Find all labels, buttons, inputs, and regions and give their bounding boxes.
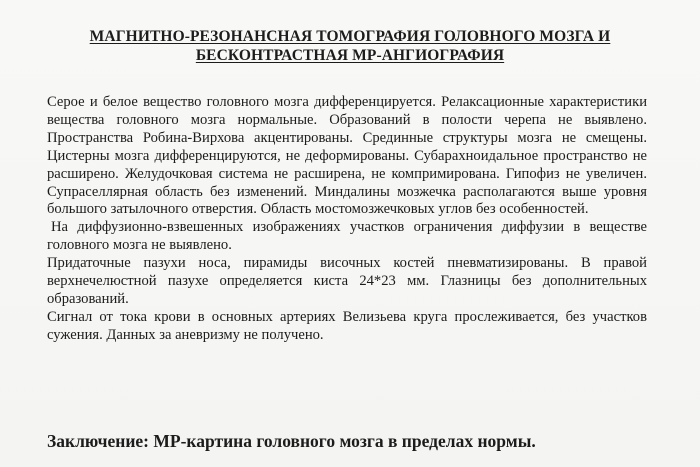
paragraph-angiography: Сигнал от тока крови в основных артериях Велизьева круга прослеживается, без участков сужения. Данных за аневризму не получено. xyxy=(47,308,647,343)
document-title-line-2: БЕСКОНТРАСТНАЯ МР-АНГИОГРАФИЯ xyxy=(195,47,505,64)
paragraph-brain-findings: Серое и белое вещество головного мозга дифференцируется. Релаксационные характеристики вещества головного мозга нормальные. Образований в полости черепа не выявлено. Пространства Робина-Вирхова акцентированы. Срединные структуры мозга не смещены. Цистерны мозга дифференцируются, не деформированы. Субарахноидальное пространство не расширено. Желудочковая система не расширена, не компримирована. Гипофиз не увеличен. Супраселлярная область без изменений. Миндалины мозжечка располагаются выше уровня большого затылочного отверстия. Область мостомозжечковых углов без особенностей. xyxy=(47,94,647,218)
document-title-line-1: МАГНИТНО-РЕЗОНАНСНАЯ ТОМОГРАФИЯ ГОЛОВНОГО МОЗГА И xyxy=(89,28,611,45)
paragraph-sinuses: Придаточные пазухи носа, пирамиды височных костей пневматизированы. В правой верхнечелюстной пазухе определяется киста 24*23 мм. Глазницы без дополнительных образований. xyxy=(47,255,647,307)
conclusion: Заключение: МР-картина головного мозга в пределах нормы. xyxy=(47,431,536,451)
document-body xyxy=(47,94,647,345)
paragraph-diffusion: На диффузионно-взвешенных изображениях участков ограничения диффузии в веществе головного мозга не выявлено. xyxy=(47,219,647,254)
